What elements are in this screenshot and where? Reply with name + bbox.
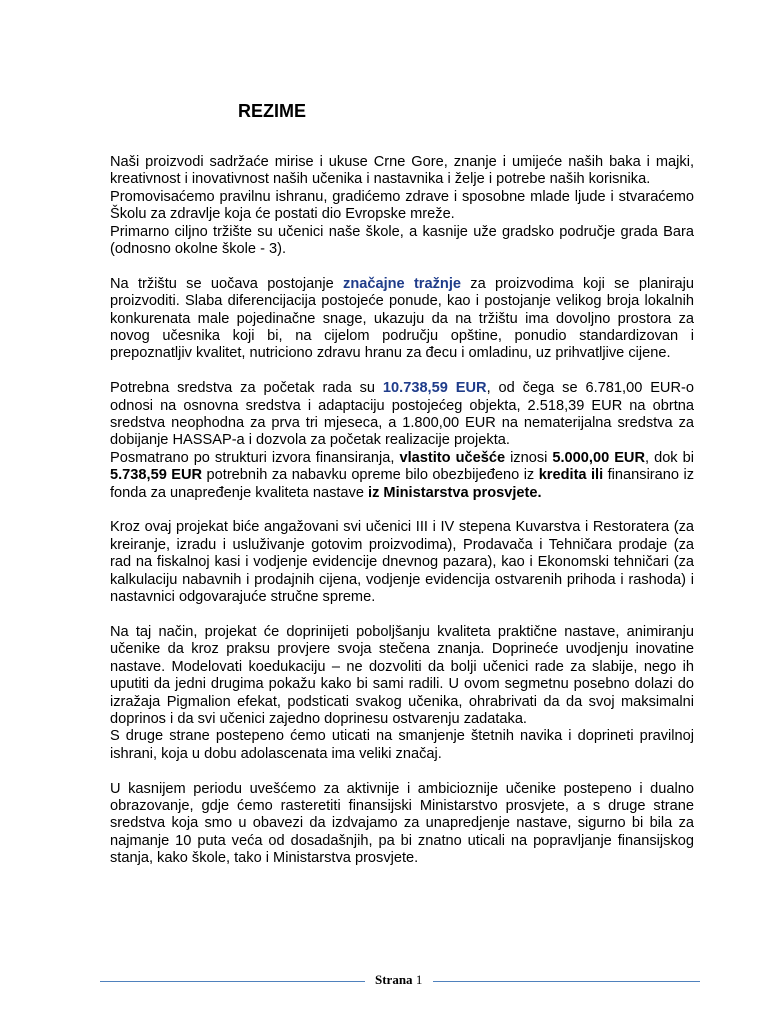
emphasis-text: 10.738,59 EUR (382, 380, 487, 397)
paragraph-spacer (110, 363, 694, 380)
page-footer (100, 972, 700, 992)
text-run: , od čega se 6.781,00 EUR-o odnosi na osnovna sredstva i adaptaciju postojećeg objekta, 2.518,39 EUR na obrtna sredstva neophodna za prva tri mjeseca, a 1.800,00 EUR na nematerijalna sredstva za dobijanje HASSAP-a i dozvola za početak realizacije projekta. (110, 380, 694, 449)
text-run: iznosi (505, 449, 553, 466)
footer-divider (100, 981, 365, 982)
paragraph: Kroz ovaj projekat biće angažovani svi učenici III i IV stepena Kuvarstva i Restoratera (za kreiranje, izradu i usluživanje gotovim proizvodima), Prodavača i Tehničara prodaje (za rad na fiskalnoj kasi i vodjenje evidencije dnevnog pazara), kao i Ekonomski tehničari (za kalkulaciju nabavnih i prodajnih cijena, vodjenje evidencija ostvarenih prihoda i rashoda) i nastavnici odgovarajuće stručne spreme. (110, 519, 694, 606)
text-run: Potrebna sredstva za početak rada su (110, 380, 383, 397)
page-number-value: 1 (415, 972, 423, 987)
text-run: Posmatrano po strukturi izvora finansiranja, (110, 449, 400, 466)
emphasis-text: 5.738,59 EUR (110, 467, 203, 484)
page-title: REZIME (238, 101, 307, 121)
paragraph: U kasnijem periodu uvešćemo za aktivnije i ambicioznije učenike postepeno i dualno obrazovanje, gdje ćemo rasteretiti finansijski Ministarstvo prosvjete, a s druge strane sredstva koja smo u obavezi da izdvajamo za unapredjenje nastave, sigurno bi bila za najmanje 10 puta veća od dosadašnjih, pa bi znatno uticali na popravljanje finansijskog stanja, kako škole, tako i Ministarstva prosvjete. (110, 780, 694, 867)
paragraph-spacer (110, 502, 694, 519)
emphasis-text: kredita ili (538, 467, 604, 484)
emphasis-text: 5.000,00 EUR (552, 449, 646, 466)
paragraph (110, 276, 694, 363)
text-run: Na tržištu se uočava postojanje (110, 275, 344, 292)
paragraph-spacer (110, 763, 694, 780)
footer-divider (433, 981, 700, 982)
text-run: za proizvodima koji se planiraju proizvoditi. Slaba diferencijacija postojeće ponude, kao i postojanje velikog broja lokalnih konkurenata male pojedinačne snage, ukazuju da na tržištu ima dovoljno prostora za novog učesnika koji bi, na cijelom području opštine, ponudio standardizovan i prepoznatljiv kvalitet, nutriciono zdravu hranu za đecu i omladinu, uz prihvatljive cijene. (110, 275, 694, 362)
page-number (375, 972, 431, 988)
paragraph-spacer (110, 607, 694, 624)
text-run: , dok bi (645, 449, 694, 466)
paragraph: Promovisaćemo pravilnu ishranu, gradićemo zdrave i sposobne mlade ljude i stvaraćemo Školu za zdravlje koja će postati dio Evropske mreže. (110, 188, 694, 223)
paragraph: Na taj način, projekat će doprinijeti poboljšanju kvaliteta praktične nastave, animiranju učenike da kroz praksu provjere svoja stečena znanja. Doprineće uvodjenju inovatine nastave. Modelovati koedukaciju – ne dozvoliti da bolji učenici rade za slabije, nego ih uputiti da jedni drugima pokažu kako bi sami radili. U ovom segmetnu posebno dolazi do izražaja Pigmalion efekat, podsticati svakog učenika, ohrabrivati da da svoj maksimalni doprinos i da svi učenici zajedno doprinesu ostvarenju zadataka. (110, 623, 694, 727)
paragraph: Naši proizvodi sadržaće mirise i ukuse Crne Gore, znanje i umijeće naših baka i majki, kreativnost i inovativnost naših učenika i nastavnika i želje i potrebe naših korisnika. (110, 154, 694, 188)
document-body (110, 154, 694, 868)
paragraph: Primarno ciljno tržište su učenici naše škole, a kasnije uže gradsko područje grada Bara (odnosno okolne škole - 3). (110, 223, 694, 258)
page-label: Strana (375, 972, 413, 987)
text-run: finansirano iz fonda za unapređenje kvaliteta nastave (110, 467, 695, 501)
emphasis-text: vlastito učešće (399, 449, 506, 466)
paragraph-spacer (110, 258, 694, 275)
paragraph: S druge strane postepeno ćemo uticati na smanjenje štetnih navika i doprineti pravilnoj ishrani, koja u dobu adolascenata ima veliki značaj. (110, 728, 694, 762)
emphasis-text: iz Ministarstva prosvjete. (368, 484, 542, 501)
text-run: potrebnih za nabavku opreme bilo obezbijeđeno iz (202, 467, 539, 484)
emphasis-text: značajne tražnje (343, 275, 461, 292)
paragraph (110, 450, 694, 502)
paragraph (110, 380, 694, 450)
